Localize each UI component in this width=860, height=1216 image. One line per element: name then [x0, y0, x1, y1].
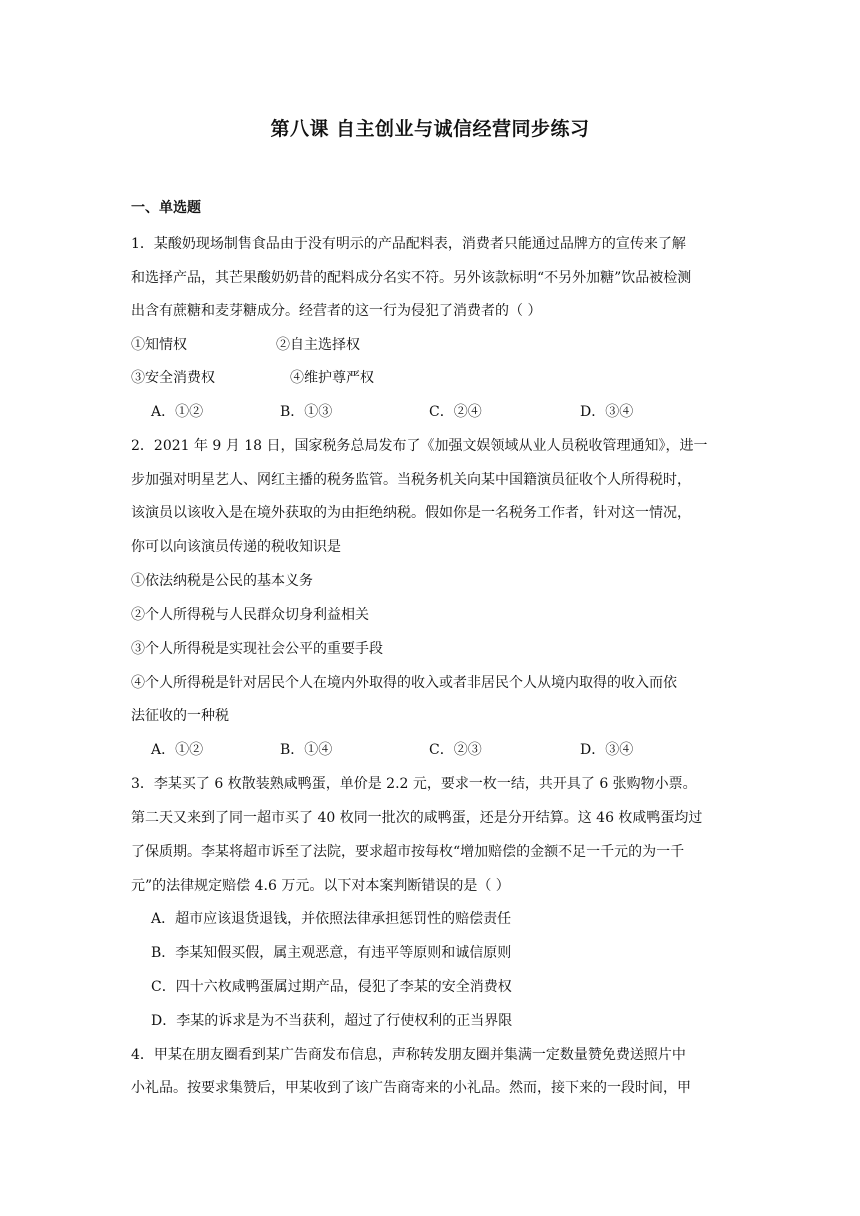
q3-option-d: D．李某的诉求是为不当获利，超过了行使权利的正当界限	[151, 1013, 513, 1029]
q3-option-c: C．四十六枚咸鸭蛋属过期产品，侵犯了李某的安全消费权	[151, 979, 512, 995]
q2-line: 步加强对明星艺人、网红主播的税务监管。当税务机关向某中国籍演员征收个人所得税时，	[131, 472, 691, 488]
q3-line: 3．李某买了 6 枚散装熟咸鸭蛋，单价是 2.2 元，要求一枚一结，共开具了 6 张购物小票。	[131, 776, 697, 792]
q1-option-b: B．①③	[280, 404, 333, 420]
q2-statement: ④个人所得税是针对居民个人在境内外取得的收入或者非居民个人从境内取得的收入而依	[131, 675, 677, 691]
q1-option-d: D．③④	[580, 404, 634, 420]
q2-statement: ③个人所得税是实现社会公平的重要手段	[131, 641, 383, 657]
q2-option-a: A．①②	[151, 742, 204, 758]
q1-item: ①知情权	[131, 337, 187, 353]
q1-line: 出含有蔗糖和麦芽糖成分。经营者的这一行为侵犯了消费者的（ ）	[131, 303, 542, 319]
q1-option-a: A．①②	[151, 404, 204, 420]
q2-option-d: D．③④	[580, 742, 634, 758]
q1-line: 1．某酸奶现场制售食品由于没有明示的产品配料表，消费者只能通过品牌方的宣传来了解	[131, 236, 686, 252]
q1-item: ④维护尊严权	[290, 370, 374, 386]
q2-statement: 法征收的一种税	[131, 708, 229, 724]
q4-line: 小礼品。按要求集赞后，甲某收到了该广告商寄来的小礼品。然而，接下来的一段时间，甲	[131, 1080, 691, 1096]
q2-option-b: B．①④	[280, 742, 333, 758]
q2-line: 2．2021 年 9 月 18 日，国家税务总局发布了《加强文娱领域从业人员税收管理通知》，进一	[131, 438, 708, 454]
q3-line: 元”的法律规定赔偿 4.6 万元。以下对本案判断错误的是（ ）	[131, 878, 510, 894]
q2-line: 该演员以该收入是在境外获取的为由拒绝纳税。假如你是一名税务工作者，针对这一情况，	[131, 505, 691, 521]
q3-line: 了保质期。李某将超市诉至了法院，要求超市按每枚“增加赔偿的金额不足一千元的为一千	[131, 844, 685, 860]
q2-statement: ②个人所得税与人民群众切身利益相关	[131, 607, 369, 623]
q4-line: 4．甲某在朋友圈看到某广告商发布信息，声称转发朋友圈并集满一定数量赞免费送照片中	[131, 1047, 686, 1063]
q3-option-a: A．超市应该退货退钱，并依照法律承担惩罚性的赔偿责任	[151, 911, 512, 927]
q1-item: ③安全消费权	[131, 370, 215, 386]
q2-option-c: C．②③	[429, 742, 482, 758]
q1-item: ②自主选择权	[276, 337, 360, 353]
q2-line: 你可以向该演员传递的税收知识是	[131, 539, 341, 555]
page-title: 第八课 自主创业与诚信经营同步练习	[270, 118, 590, 140]
q3-option-b: B．李某知假买假，属主观恶意，有违平等原则和诚信原则	[151, 945, 512, 961]
q1-line: 和选择产品，其芒果酸奶奶昔的配料成分名实不符。另外该款标明“不另外加糖”饮品被检测	[131, 270, 692, 286]
q1-option-c: C．②④	[429, 404, 482, 420]
section-heading: 一、单选题	[131, 200, 201, 216]
q3-line: 第二天又来到了同一超市买了 40 枚同一批次的咸鸭蛋，还是分开结算。这 46 枚咸鸭蛋均过	[131, 810, 703, 826]
q2-statement: ①依法纳税是公民的基本义务	[131, 573, 313, 589]
